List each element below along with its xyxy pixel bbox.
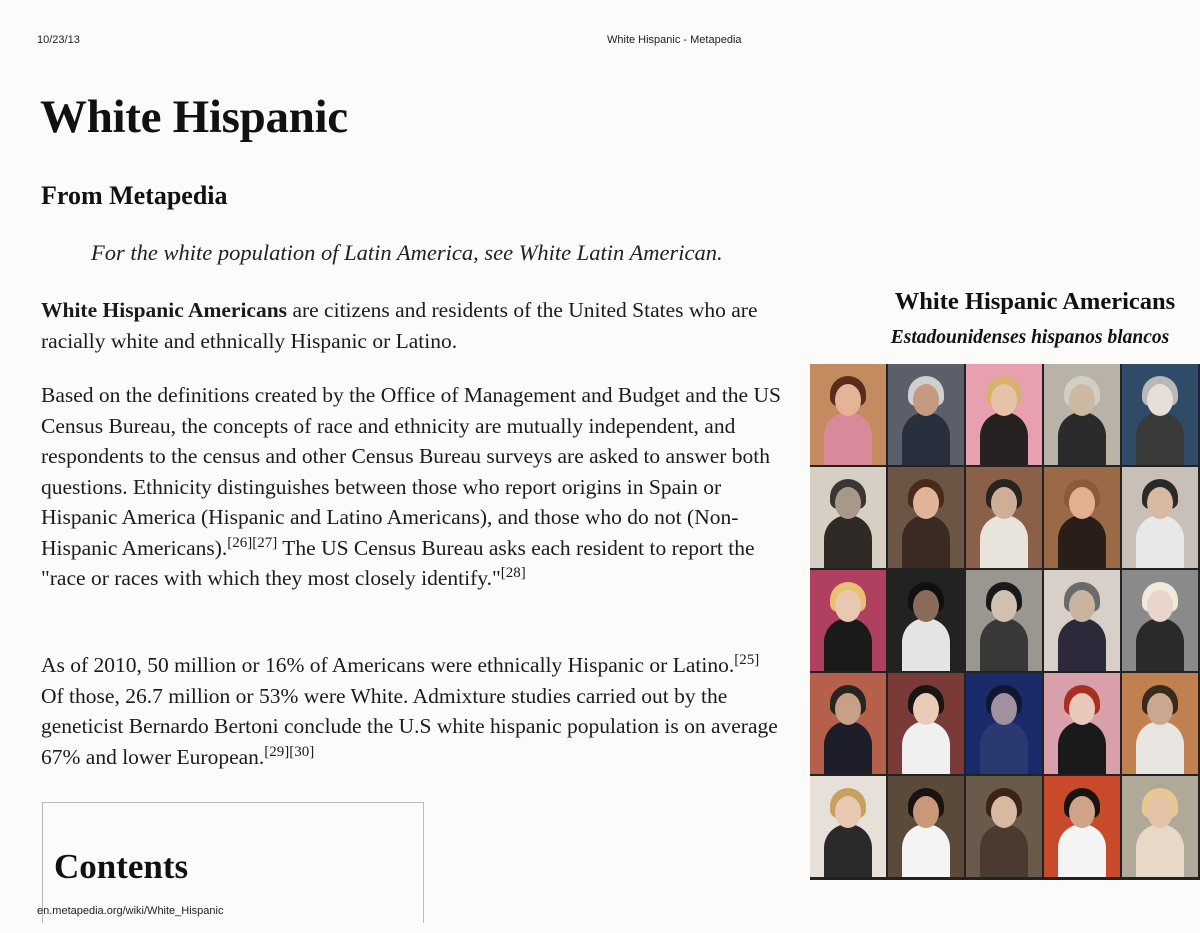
portrait-photo (1044, 776, 1120, 877)
reference-27[interactable]: [27] (252, 534, 278, 551)
hatnote-link-white-latin-american[interactable]: White Latin American (518, 240, 718, 265)
toc-title: Contents (54, 847, 189, 886)
infobox-subtitle: Estadounidenses hispanos blancos (890, 327, 1170, 348)
portrait-face (1147, 487, 1173, 519)
portrait-body (1136, 618, 1184, 671)
portrait-body (902, 618, 950, 671)
portrait-photo (966, 364, 1042, 465)
page-subtitle: From Metapedia (41, 181, 228, 210)
portrait-body (1058, 618, 1106, 671)
portrait-face (991, 590, 1017, 622)
portrait-photo (1044, 673, 1120, 774)
portrait-face (991, 384, 1017, 416)
portrait-face (1147, 590, 1173, 622)
portrait-photo (1122, 673, 1198, 774)
portrait-photo (810, 673, 886, 774)
portrait-photo (810, 776, 886, 877)
paragraph-population (41, 650, 786, 772)
portrait-photo (888, 364, 964, 465)
portrait-face (913, 590, 939, 622)
reference-28[interactable]: [28] (500, 564, 526, 581)
print-page-title: White Hispanic - Metapedia (607, 34, 742, 46)
portrait-body (902, 412, 950, 465)
portrait-face (1069, 384, 1095, 416)
portrait-body (1136, 412, 1184, 465)
portrait-photo (1122, 364, 1198, 465)
portrait-photo (1044, 364, 1120, 465)
portrait-face (1069, 693, 1095, 725)
portrait-face (1069, 487, 1095, 519)
portrait-body (980, 515, 1028, 568)
portrait-body (1136, 515, 1184, 568)
portrait-face (835, 693, 861, 725)
portrait-photo (810, 570, 886, 671)
reference-29[interactable]: [29] (264, 743, 290, 760)
hatnote-suffix: . (717, 240, 723, 265)
portrait-face (835, 796, 861, 828)
portrait-body (1136, 721, 1184, 774)
portrait-body (1058, 412, 1106, 465)
portrait-body (902, 721, 950, 774)
population-text-a: As of 2010, 50 million or 16% of Americans were ethnically Hispanic or Latino. (41, 653, 735, 677)
portrait-photo (966, 467, 1042, 568)
portrait-photo (1044, 467, 1120, 568)
portrait-face (913, 384, 939, 416)
portrait-body (824, 721, 872, 774)
portrait-body (1058, 824, 1106, 877)
portrait-face (913, 693, 939, 725)
print-date: 10/23/13 (37, 34, 80, 46)
portrait-body (1058, 721, 1106, 774)
portrait-body (980, 824, 1028, 877)
hatnote (91, 240, 723, 266)
portrait-face (991, 693, 1017, 725)
portrait-body (902, 824, 950, 877)
print-url: en.metapedia.org/wiki/White_Hispanic (37, 905, 224, 917)
paragraph-definitions (41, 380, 786, 594)
portrait-face (835, 487, 861, 519)
portrait-body (980, 412, 1028, 465)
intro-text: are citizens and residents of the United States who are racially white and ethnically Hispanic or Latino. (41, 298, 758, 353)
portrait-face (1147, 693, 1173, 725)
portrait-photo (810, 467, 886, 568)
portrait-body (824, 515, 872, 568)
portrait-face (913, 796, 939, 828)
portrait-face (835, 590, 861, 622)
reference-26[interactable]: [26] (227, 534, 253, 551)
portrait-photo (966, 570, 1042, 671)
reference-25[interactable]: [25] (734, 651, 760, 668)
portrait-face (1147, 796, 1173, 828)
definitions-text-b: The US Census Bureau asks each resident to report the "race or races with which they most closely identify." (41, 535, 755, 590)
portrait-photo (888, 467, 964, 568)
portrait-face (835, 384, 861, 416)
portrait-photo (966, 673, 1042, 774)
hatnote-prefix: For the white population of Latin America, see (91, 240, 519, 265)
portrait-body (980, 618, 1028, 671)
portrait-photo (888, 776, 964, 877)
portrait-body (980, 721, 1028, 774)
portrait-photo (1122, 776, 1198, 877)
portrait-face (991, 796, 1017, 828)
infobox-title: White Hispanic Americans (894, 288, 1176, 315)
bold-term: White Hispanic Americans (41, 298, 288, 322)
photo-collage-icon (810, 364, 1200, 880)
paragraph-intro (41, 295, 786, 356)
portrait-face (1069, 796, 1095, 828)
portrait-face (1069, 590, 1095, 622)
portrait-photo (888, 570, 964, 671)
definitions-text-a: Based on the definitions created by the Office of Management and Budget and the US Census Bureau, the concepts of race and ethnicity are mutually independent, and respondents to the census and other Census Bureau surveys are asked to answer both questions. Ethnicity distinguishes between those who report origins in Spain or Hispanic America (Hispanic and Latino Americans), and those who do not (Non-Hispanic Americans). (41, 383, 781, 560)
portrait-body (1136, 824, 1184, 877)
portrait-body (824, 618, 872, 671)
portrait-photo (810, 364, 886, 465)
portrait-photo (888, 673, 964, 774)
portrait-face (1147, 384, 1173, 416)
portrait-photo (1122, 570, 1198, 671)
portrait-body (902, 515, 950, 568)
portrait-face (991, 487, 1017, 519)
portrait-photo (966, 776, 1042, 877)
portrait-body (824, 824, 872, 877)
reference-30[interactable]: [30] (289, 743, 315, 760)
portrait-photo (1044, 570, 1120, 671)
portrait-body (824, 412, 872, 465)
portrait-photo (1122, 467, 1198, 568)
portrait-face (913, 487, 939, 519)
population-text-b: Of those, 26.7 million or 53% were White. Admixture studies carried out by the geneticist Bernardo Bertoni conclude the U.S white hispanic population is on average 67% and lower European. (41, 683, 778, 769)
portrait-body (1058, 515, 1106, 568)
page-title: White Hispanic (40, 91, 348, 143)
